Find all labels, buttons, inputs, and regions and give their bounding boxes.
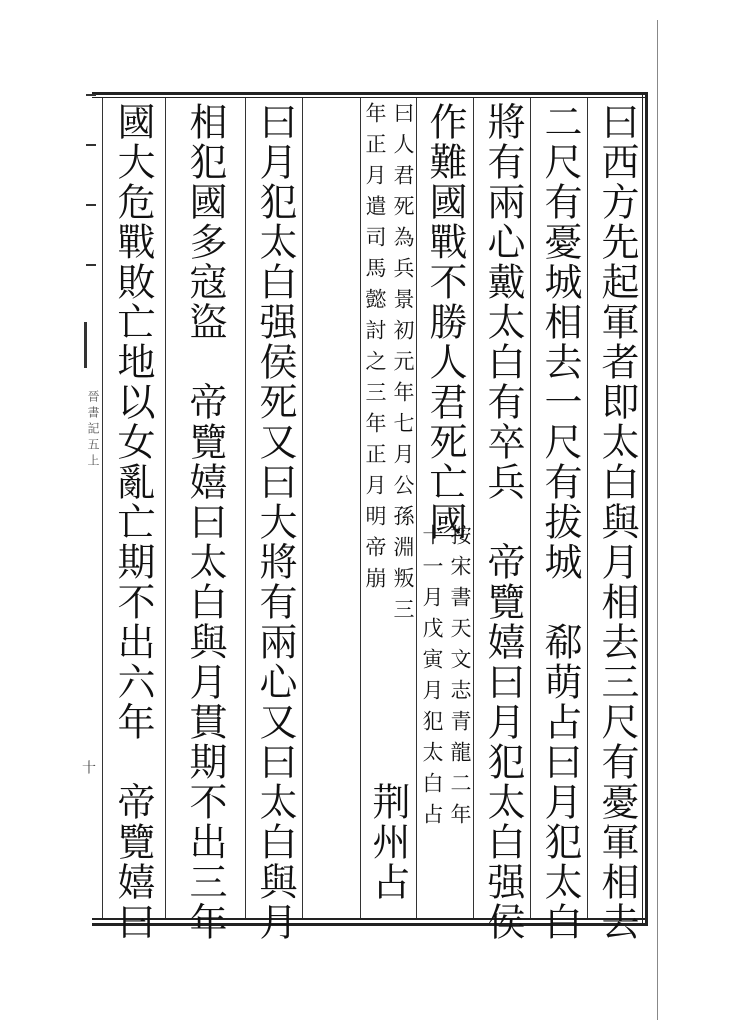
column-text: 荆州占 bbox=[366, 782, 410, 902]
column-rule bbox=[416, 98, 417, 918]
column-rule bbox=[587, 98, 588, 918]
column-rule bbox=[302, 98, 303, 918]
column-text: 國大危戰敗亡地以女亂亡期不出六年 帝覽嬉曰 bbox=[111, 102, 155, 942]
leaf-number: 十 bbox=[80, 760, 96, 774]
annotation-text: 曰人君死為兵景初元年七月公孫淵叛三 bbox=[391, 102, 415, 629]
text-column-6 bbox=[248, 102, 302, 942]
column-rule bbox=[473, 98, 474, 918]
fishtail-mark bbox=[84, 322, 101, 368]
text-column-8 bbox=[106, 102, 160, 942]
column-rule bbox=[245, 98, 246, 918]
annotation-text: 十一月戊寅月犯太白占 bbox=[420, 524, 444, 834]
text-column-1 bbox=[590, 102, 644, 942]
frame-top-border bbox=[92, 92, 648, 98]
column-text: 作難國戰不勝人君死亡國 bbox=[423, 102, 467, 542]
annotation-text: 按宋書天文志青龍二年 bbox=[448, 524, 472, 834]
margin-edge-marks bbox=[84, 84, 98, 334]
column-text: 曰西方先起軍者即太白與月相去三尺有憂軍相去 bbox=[595, 102, 639, 942]
text-column-4 bbox=[418, 102, 472, 914]
annotation-text: 年正月遣司馬懿討之三年正月明帝崩 bbox=[363, 102, 387, 598]
text-column-3 bbox=[476, 102, 530, 942]
column-rule bbox=[530, 98, 531, 918]
margin-title: 晉書記五上 bbox=[86, 390, 100, 470]
column-rule bbox=[102, 98, 103, 918]
column-text: 曰月犯太白强侯死又曰大將有兩心又曰太白與月 bbox=[253, 102, 297, 942]
column-text: 將有兩心戴太白有卒兵 帝覽嬉曰月犯太白强侯 bbox=[481, 102, 525, 942]
text-column-2 bbox=[533, 102, 587, 942]
column-text: 二尺有憂城相去一尺有拔城 郗萌占曰月犯太白 bbox=[538, 102, 582, 942]
column-text: 相犯國多寇盜 帝覽嬉曰太白與月貫期不出三年 bbox=[183, 102, 227, 942]
text-column-7 bbox=[178, 102, 232, 942]
page-edge bbox=[657, 20, 658, 1020]
column-rule bbox=[165, 98, 166, 918]
text-column-5 bbox=[361, 102, 415, 914]
